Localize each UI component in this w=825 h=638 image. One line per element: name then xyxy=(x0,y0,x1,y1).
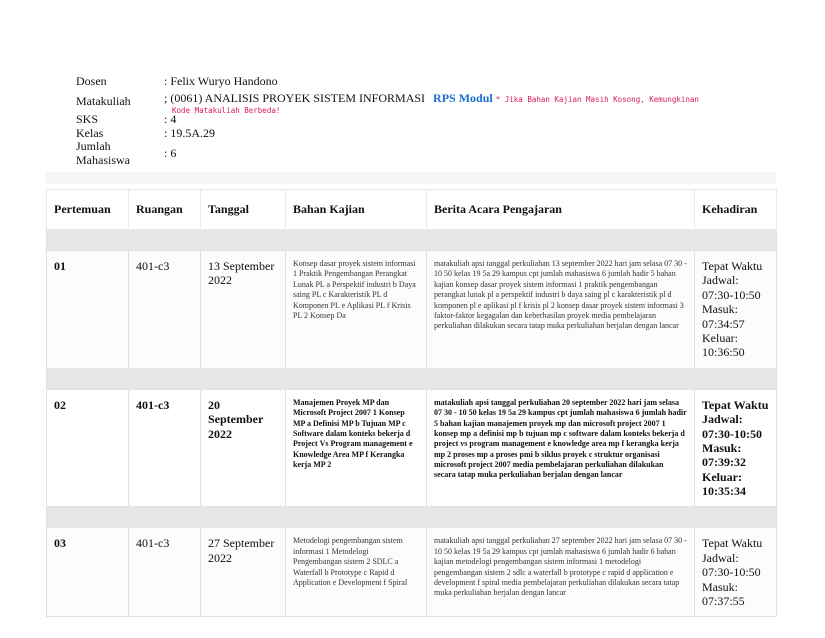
jumlah-value: : 6 xyxy=(164,146,177,160)
cell-kehadiran: Tepat Waktu Jadwal: 07:30-10:50 Masuk: 07:37:55 xyxy=(695,528,777,617)
col-pertemuan: Pertemuan xyxy=(47,190,129,230)
kelas-row xyxy=(76,126,776,140)
divider-band xyxy=(46,172,776,184)
dosen-row xyxy=(76,74,776,88)
separator-cell xyxy=(47,230,777,251)
cell-pertemuan: 03 xyxy=(47,528,129,617)
kelas-label: Kelas xyxy=(76,126,104,140)
cell-ruangan: 401-c3 xyxy=(129,389,201,507)
col-kehadiran: Kehadiran xyxy=(695,190,777,230)
cell-pertemuan: 02 xyxy=(47,389,129,507)
kode-note: * Jika Bahan Kajian Masih Kosong, Kemungkinan xyxy=(495,95,699,104)
dosen-value: : Felix Wuryo Handono xyxy=(164,74,278,88)
cell-berita-acara: matakuliah apsi tanggal perkuliahan 20 september 2022 hari jam selasa 07 30 - 10 50 kelas 19 5a 29 kampus cpt jumlah mahasiswa 6 jumlah hadir 5 bahan kajian manajemen proyek mp dan microsoft project 2007 1 konsep mp a definisi mp b tujuan mp c software dalam konteks bekerja d project vs program management e knowledge area mp f kerangka kerja mp 2 proses mp a proses pmi b siklus proyek c struktur organisasi microsoft project 2007 media pembelajaran perkuliahan dilakukan secara tatap muka perkuliahan berjalan dengan lancar xyxy=(427,389,695,507)
sks-label: SKS xyxy=(76,112,99,126)
cell-bahan-kajian: Konsep dasar proyek sistem informasi 1 Praktik Pengembangan Perangkat Lunak PL a Perspektif industri b Daya saing PL c Karakteristik PL d Komponen PL e Aplikasi PL f Krisis PL 2 Konsep Da xyxy=(286,251,427,369)
cell-berita-acara: matakuliah apsi tanggal perkuliahan 13 september 2022 hari jam selasa 07 30 - 10 50 kelas 19 5a 29 kampus cpt jumlah mahasiswa 6 jumlah hadir 5 bahan kajian konsep dasar proyek sistem informasi 1 praktik pengembangan perangkat lunak pl a perspektif industri b daya saing pl c karakteristik pl d komponen pl e aplikasi pl f krisis pl 2 konsep dasar proyek sistem informasi 3 faktor-faktor kegagalan dan keberhasilan proyek media pembelajaran perkuliahan dilakukan secara tatap muka perkuliahan berjalan dengan lancar xyxy=(427,251,695,369)
col-tanggal: Tanggal xyxy=(201,190,286,230)
dosen-label: Dosen xyxy=(76,74,107,88)
attendance-table xyxy=(46,189,777,617)
sks-row xyxy=(76,112,776,126)
cell-tanggal: 13 September 2022 xyxy=(201,251,286,369)
cell-ruangan: 401-c3 xyxy=(129,528,201,617)
separator-cell xyxy=(47,507,777,528)
table-row xyxy=(47,389,777,507)
sks-value: : 4 xyxy=(164,112,177,126)
jumlah-label: Jumlah Mahasiswa xyxy=(76,139,130,167)
col-bahan-kajian: Bahan Kajian xyxy=(286,190,427,230)
table-row xyxy=(47,251,777,369)
cell-bahan-kajian: Manajemen Proyek MP dan Microsoft Project 2007 1 Konsep MP a Definisi MP b Tujuan MP c Software dalam konteks bekerja d Project Vs Program management e Knowledge Area MP f Kerangka kerja MP 2 xyxy=(286,389,427,507)
cell-bahan-kajian: Metodelogi pengembangan sistem informasi 1 Metodelogi Pengembangan sistem 2 SDLC a Waterfall b Prototype c Rapid d Application e Development f Spiral xyxy=(286,528,427,617)
kode-note-line2: Kode Matakuliah Berbeda! xyxy=(172,106,281,115)
row-separator xyxy=(47,368,777,389)
table-row xyxy=(47,528,777,617)
row-separator xyxy=(47,230,777,251)
cell-tanggal: 20 September 2022 xyxy=(201,389,286,507)
jumlah-row xyxy=(76,140,776,170)
cell-berita-acara: matakuliah apsi tanggal perkuliahan 27 september 2022 hari jam selasa 07 30 - 10 50 kelas 19 5a 29 kampus cpt jumlah mahasiswa 6 jumlah hadir 6 bahan kajian metodelogi pengembangan sistem informasi 1 metodelogi pengembangan sistem 2 sdlc a waterfall b prototype c rapid d application e development f spiral media pembelajaran perkuliahan dilakukan secara tatap muka perkuliahan berjalan dengan lancar xyxy=(427,528,695,617)
cell-tanggal: 27 September 2022 xyxy=(201,528,286,617)
matakuliah-value: ; (0061) ANALISIS PROYEK SISTEM INFORMASI xyxy=(164,91,426,105)
kelas-value: : 19.5A.29 xyxy=(164,126,215,140)
cell-pertemuan: 01 xyxy=(47,251,129,369)
row-separator xyxy=(47,507,777,528)
matakuliah-row xyxy=(76,90,776,115)
matakuliah-value-group xyxy=(164,91,699,105)
rps-modul-link[interactable]: RPS Modul xyxy=(433,91,493,105)
separator-cell xyxy=(47,368,777,389)
cell-kehadiran: Tepat Waktu Jadwal: 07:30-10:50 Masuk: 07:34:57 Keluar: 10:36:50 xyxy=(695,251,777,369)
cell-ruangan: 401-c3 xyxy=(129,251,201,369)
col-berita-acara: Berita Acara Pengajaran xyxy=(427,190,695,230)
col-ruangan: Ruangan xyxy=(129,190,201,230)
course-info xyxy=(76,74,776,170)
table-header-row xyxy=(47,190,777,230)
cell-kehadiran: Tepat Waktu Jadwal: 07:30-10:50 Masuk: 07:39:32 Keluar: 10:35:34 xyxy=(695,389,777,507)
matakuliah-label: Matakuliah xyxy=(76,94,131,108)
